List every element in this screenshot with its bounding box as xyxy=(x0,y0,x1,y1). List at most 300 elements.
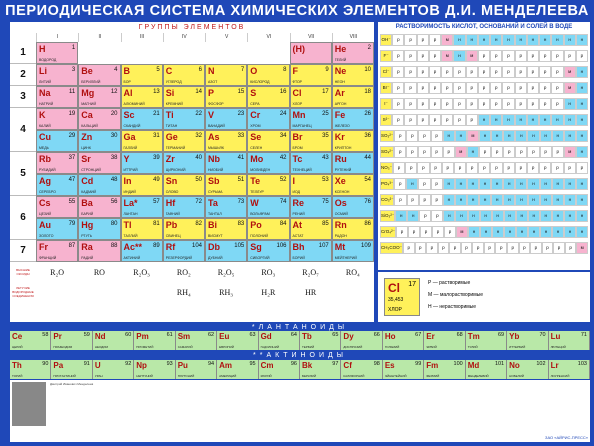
element-number: 36 xyxy=(364,133,371,139)
element-symbol: Ta xyxy=(208,198,218,208)
element-symbol: Es xyxy=(384,361,395,370)
element-cell xyxy=(217,360,258,379)
element-cell xyxy=(205,218,247,240)
solubility-cell: р xyxy=(461,242,473,254)
element-cell xyxy=(78,86,120,108)
element-number: 22 xyxy=(195,111,202,117)
element-cell xyxy=(247,64,289,86)
element-symbol: Te xyxy=(250,176,261,186)
element-cell xyxy=(93,331,134,350)
element-cell xyxy=(121,174,163,196)
solubility-cell: н xyxy=(576,146,588,158)
periodic-table xyxy=(10,22,374,322)
element-cell xyxy=(424,360,465,379)
element-name: НЕОН xyxy=(334,80,345,84)
solubility-cell: н xyxy=(504,226,516,238)
element-name: ЖЕЛЕЗО xyxy=(334,124,350,128)
solubility-cell: р xyxy=(418,146,430,158)
element-number: 13 xyxy=(153,89,160,95)
element-name: ХЛОР xyxy=(292,102,303,106)
element-number: 100 xyxy=(453,361,463,367)
oxide-formula: R₂O₅ xyxy=(217,268,235,277)
element-name: МЕДЬ xyxy=(39,146,49,150)
element-number: 42 xyxy=(279,155,287,161)
element-cell xyxy=(121,218,163,240)
anion-label: Br⁻ xyxy=(380,82,392,94)
period-number: 4 xyxy=(10,108,36,152)
element-symbol: Bi xyxy=(208,220,217,230)
solubility-cell: н xyxy=(467,178,479,190)
element-number: 62 xyxy=(208,332,215,338)
element-name: КАЛИЙ xyxy=(39,124,51,128)
solubility-cell: н xyxy=(407,210,419,222)
element-symbol: Rn xyxy=(334,220,347,230)
element-cell xyxy=(36,64,78,86)
element-symbol: Zr xyxy=(165,154,175,164)
element-cell xyxy=(78,64,120,86)
element-cell xyxy=(300,331,341,350)
element-number: 39 xyxy=(153,155,160,161)
solubility-cell: н xyxy=(490,114,502,126)
element-number: 44 xyxy=(364,155,371,161)
legend-n: Н — нерастворимые xyxy=(428,304,477,310)
solubility-cell: р xyxy=(404,34,416,46)
solubility-cell: р xyxy=(443,146,455,158)
solubility-cell: р xyxy=(490,50,502,62)
solubility-cell: р xyxy=(490,82,502,94)
element-number: 4 xyxy=(114,67,118,73)
element-name: АСТАТ xyxy=(292,234,304,238)
element-symbol: Ca xyxy=(81,110,93,120)
element-name: НИОБИЙ xyxy=(208,168,224,172)
element-symbol: (H) xyxy=(292,44,305,54)
element-name: ПРОТАКТИНИЙ xyxy=(53,374,76,378)
element-cell xyxy=(205,196,247,218)
solubility-cell: р xyxy=(564,50,576,62)
solubility-cell: р xyxy=(438,242,450,254)
group-label: VIII xyxy=(332,33,374,42)
anion-label: Cl⁻ xyxy=(380,66,392,78)
bio-title: Дмитрий Иванович Менделеев xyxy=(50,382,94,386)
element-number: 52 xyxy=(279,177,287,183)
solubility-cell: р xyxy=(503,162,515,174)
solubility-cell: р xyxy=(408,226,420,238)
solubility-cell: н xyxy=(540,130,552,142)
element-number: 104 xyxy=(191,243,202,249)
element-symbol: H xyxy=(39,44,46,54)
solubility-cell: р xyxy=(441,82,453,94)
element-symbol: Pm xyxy=(136,332,149,341)
solubility-cell: н xyxy=(564,98,576,110)
element-number: 15 xyxy=(237,89,245,95)
solubility-cell: р xyxy=(527,162,539,174)
solubility-cell: н xyxy=(576,210,588,222)
element-symbol: Bh xyxy=(292,242,305,252)
element-name: ТИТАН xyxy=(165,124,178,128)
element-symbol: Sg xyxy=(250,242,262,252)
solubility-cell: р xyxy=(472,242,484,254)
element-number: 50 xyxy=(195,177,202,183)
element-name: ЦЕЗИЙ xyxy=(39,212,51,216)
element-name: МЫШЬЯК xyxy=(208,146,224,150)
element-number: 21 xyxy=(153,111,160,117)
solubility-cell: р xyxy=(394,146,406,158)
element-number: 1 xyxy=(71,45,76,51)
element-name: ЗОЛОТО xyxy=(39,234,54,238)
solubility-row xyxy=(380,210,588,222)
solubility-cell: р xyxy=(478,50,490,62)
element-number: 87 xyxy=(68,243,76,249)
element-number: 41 xyxy=(237,155,245,161)
element-name: ТЕЛЛУР xyxy=(250,190,264,194)
solubility-row xyxy=(380,114,588,126)
solubility-cell: р xyxy=(417,98,429,110)
element-symbol: S xyxy=(250,88,257,98)
solubility-cell: н xyxy=(503,130,515,142)
element-cell xyxy=(290,152,332,174)
element-symbol: Ag xyxy=(39,176,51,186)
solubility-row xyxy=(380,34,588,46)
element-number: 49 xyxy=(153,177,160,183)
element-symbol: Si xyxy=(165,88,175,98)
group-label: IV xyxy=(163,33,205,42)
solubility-cell: н xyxy=(551,114,563,126)
element-symbol: Hf xyxy=(165,198,176,208)
element-symbol: Np xyxy=(136,361,147,370)
element-cell xyxy=(290,218,332,240)
element-cell xyxy=(247,108,289,130)
lanthanides-row xyxy=(10,331,590,350)
element-symbol: Au xyxy=(39,220,51,230)
solubility-row xyxy=(380,98,588,110)
element-cell xyxy=(247,240,289,262)
element-symbol: Al xyxy=(123,88,133,98)
solubility-cell: н xyxy=(576,178,588,190)
element-name: НЕОДИМ xyxy=(94,345,108,349)
element-name: ТАЛЛИЙ xyxy=(123,234,138,238)
solubility-cell: р xyxy=(429,114,441,126)
element-symbol: Er xyxy=(426,332,435,341)
hydride-formula xyxy=(78,284,120,302)
solubility-cell: р xyxy=(478,82,490,94)
element-symbol: B xyxy=(123,66,130,76)
solubility-cell: р xyxy=(527,50,539,62)
solubility-cell: р xyxy=(417,50,429,62)
element-name: ЛЮТЕЦИЙ xyxy=(550,345,566,349)
element-symbol: Bk xyxy=(302,361,313,370)
solubility-cell: р xyxy=(394,130,406,142)
solubility-cell: н xyxy=(564,114,576,126)
element-cell xyxy=(332,174,374,196)
element-cell xyxy=(549,331,590,350)
element-number: 68 xyxy=(456,332,463,338)
element-number: 67 xyxy=(415,332,422,338)
solubility-cell: н xyxy=(539,34,551,46)
element-name: ПОЛОНИЙ xyxy=(250,234,269,238)
element-number: 55 xyxy=(68,199,76,205)
element-cell xyxy=(93,360,134,379)
element-number: 24 xyxy=(279,111,287,117)
solubility-row xyxy=(380,130,588,142)
legend-m: М — малорастворимые xyxy=(428,292,484,298)
solubility-cell: р xyxy=(466,66,478,78)
element-name: КИСЛОРОД xyxy=(250,80,270,84)
group-label: I xyxy=(36,33,78,42)
solubility-cell: р xyxy=(404,50,416,62)
element-name: РЕЗЕРФОРДИЙ xyxy=(165,256,192,260)
solubility-row xyxy=(380,66,588,78)
element-number: 97 xyxy=(332,361,339,367)
element-name: НЕПТУНИЙ xyxy=(136,374,153,378)
solubility-cell: н xyxy=(564,34,576,46)
element-cell xyxy=(383,360,424,379)
solubility-cell: р xyxy=(539,66,551,78)
solubility-cell: н xyxy=(406,178,418,190)
solubility-cell: н xyxy=(478,114,490,126)
element-name: ЛОУРЕНСИЙ xyxy=(550,374,570,378)
element-number: 23 xyxy=(237,111,245,117)
sample-name: ХЛОР xyxy=(388,307,402,313)
element-symbol: Y xyxy=(123,154,130,164)
element-number: 60 xyxy=(125,332,132,338)
solubility-cell: р xyxy=(542,242,554,254)
element-symbol: Sr xyxy=(81,154,91,164)
element-name: СУРЬМА xyxy=(208,190,223,194)
element-number: 18 xyxy=(364,89,371,95)
element-number: 101 xyxy=(494,361,505,367)
element-cell xyxy=(247,152,289,174)
element-cell xyxy=(332,42,374,64)
element-number: 72 xyxy=(195,199,202,205)
solubility-cell: н xyxy=(528,194,540,206)
sample-cell xyxy=(384,278,420,316)
element-number: 76 xyxy=(364,199,371,205)
solubility-cell: р xyxy=(491,146,503,158)
element-number: 64 xyxy=(290,332,297,338)
element-cell xyxy=(51,360,92,379)
element-symbol: Pb xyxy=(165,220,178,230)
element-symbol: Md xyxy=(467,361,480,370)
oxide-formula: RO xyxy=(93,268,105,277)
actinides-row xyxy=(10,360,590,379)
solubility-cell: р xyxy=(393,162,405,174)
element-symbol: Cu xyxy=(39,132,51,142)
solubility-cell: р xyxy=(552,146,564,158)
solubility-cell: н xyxy=(443,178,455,190)
solubility-cell: н xyxy=(455,178,467,190)
element-symbol: Cr xyxy=(250,110,261,120)
solubility-cell: р xyxy=(515,82,527,94)
anion-label: SO₄²⁻ xyxy=(380,146,394,158)
element-number: 29 xyxy=(68,133,76,139)
solubility-cell: р xyxy=(392,82,404,94)
element-symbol: Ar xyxy=(334,88,345,98)
element-symbol: Li xyxy=(39,66,47,76)
solubility-cell: р xyxy=(418,130,430,142)
solubility-cell: н xyxy=(453,34,465,46)
solubility-cell: р xyxy=(404,82,416,94)
element-number: 93 xyxy=(166,361,173,367)
period-number: 5 xyxy=(10,152,36,196)
element-number: 17 xyxy=(322,89,329,95)
element-cell xyxy=(332,86,374,108)
solubility-cell: р xyxy=(540,146,552,158)
solubility-cell: н xyxy=(527,178,539,190)
solubility-cell: р xyxy=(466,82,478,94)
element-cell xyxy=(247,218,289,240)
element-symbol: No xyxy=(509,361,520,370)
solubility-cell: р xyxy=(431,130,443,142)
solubility-cell: р xyxy=(429,82,441,94)
element-name: КСЕНОН xyxy=(334,190,350,194)
element-cell xyxy=(247,174,289,196)
element-number: 83 xyxy=(237,221,245,227)
solubility-cell: р xyxy=(502,98,514,110)
element-cell xyxy=(205,130,247,152)
element-cell xyxy=(121,152,163,174)
element-name: СЕРЕБРО xyxy=(39,190,56,194)
element-cell xyxy=(36,108,78,130)
element-number: 47 xyxy=(68,177,76,183)
element-name: АЗОТ xyxy=(208,80,218,84)
solubility-cell: н xyxy=(502,114,514,126)
hydride-formula xyxy=(121,284,163,302)
solubility-cell: р xyxy=(429,66,441,78)
element-symbol: Mo xyxy=(250,154,264,164)
solubility-cell: р xyxy=(429,34,441,46)
element-cell xyxy=(78,218,120,240)
element-symbol: Fm xyxy=(426,361,439,370)
element-number: 8 xyxy=(283,67,287,73)
element-symbol: Dy xyxy=(343,332,354,341)
element-symbol: Kr xyxy=(334,132,345,142)
solubility-cell: м xyxy=(456,226,468,238)
solubility-cell: р xyxy=(551,50,563,62)
element-cell xyxy=(507,360,548,379)
solubility-cell: н xyxy=(552,194,564,206)
element-number: 86 xyxy=(364,221,371,227)
element-number: 107 xyxy=(318,243,329,249)
solubility-cell: н xyxy=(552,130,564,142)
solubility-cell: р xyxy=(539,98,551,110)
anion-label: OH⁻ xyxy=(380,34,392,46)
element-symbol: Mg xyxy=(81,88,95,98)
element-name: УГЛЕРОД xyxy=(165,80,182,84)
solubility-cell: н xyxy=(564,178,576,190)
solubility-cell: м xyxy=(441,34,453,46)
solubility-cell: р xyxy=(519,242,531,254)
element-number: 74 xyxy=(279,199,287,205)
element-cell xyxy=(290,64,332,86)
element-name: ПРАЗЕОДИМ xyxy=(53,345,73,349)
anion-label: CO₃²⁻ xyxy=(380,194,394,206)
element-name: БРОМ xyxy=(292,146,303,150)
element-cell xyxy=(332,152,374,174)
element-symbol: Pa xyxy=(53,361,64,370)
solubility-cell: н xyxy=(552,210,564,222)
oxide-formula: RO₄ xyxy=(345,268,360,277)
hydride-formula: H₂R xyxy=(261,288,276,297)
element-cell xyxy=(205,64,247,86)
element-number: 88 xyxy=(110,243,118,249)
solubility-cell: н xyxy=(455,210,467,222)
element-symbol: Re xyxy=(292,198,305,208)
element-name: ЦИРКОНИЙ xyxy=(165,168,186,172)
solubility-cell: р xyxy=(404,66,416,78)
element-cell xyxy=(290,42,332,64)
element-cell xyxy=(290,130,332,152)
solubility-cell: н xyxy=(527,130,539,142)
element-name: ВИСМУТ xyxy=(208,234,223,238)
solubility-cell: р xyxy=(490,98,502,110)
element-cell xyxy=(121,240,163,262)
solubility-cell: р xyxy=(515,98,527,110)
solubility-cell: н xyxy=(455,130,467,142)
solubility-cell: н xyxy=(552,178,564,190)
element-number: 25 xyxy=(322,111,329,117)
element-symbol: W xyxy=(250,198,259,208)
hydride-label: ЛЕТУЧИЕ ВОДОРОДНЫЕ СОЕДИНЕНИЯ xyxy=(12,286,34,298)
element-name: РАДИЙ xyxy=(81,256,94,260)
element-number: 92 xyxy=(125,361,132,367)
element-cell xyxy=(341,331,382,350)
solubility-cell: н xyxy=(515,194,527,206)
element-cell xyxy=(247,130,289,152)
solubility-cell: р xyxy=(527,82,539,94)
element-cell xyxy=(36,240,78,262)
element-name: ОСМИЙ xyxy=(334,212,348,216)
element-cell xyxy=(259,331,300,350)
solubility-cell: р xyxy=(527,146,539,158)
solubility-cell: р xyxy=(539,82,551,94)
element-symbol: Tc xyxy=(292,154,303,164)
element-number: 85 xyxy=(322,221,329,227)
solubility-cell: р xyxy=(490,66,502,78)
element-number: 26 xyxy=(364,111,371,117)
element-symbol: As xyxy=(208,132,220,142)
element-number: 30 xyxy=(110,133,118,139)
element-cell xyxy=(163,174,205,196)
element-name: РЕНИЙ xyxy=(292,212,305,216)
element-number: 70 xyxy=(539,332,546,338)
element-cell xyxy=(259,360,300,379)
element-name: ГАЛЛИЙ xyxy=(123,146,138,150)
solubility-cell: н xyxy=(576,194,588,206)
period-number: 1 xyxy=(10,42,36,64)
anion-label: SO₃²⁻ xyxy=(380,130,394,142)
element-symbol: Na xyxy=(39,88,51,98)
element-symbol: Nd xyxy=(94,332,106,341)
solubility-cell: н xyxy=(515,34,527,46)
anion-label: S²⁻ xyxy=(380,114,392,126)
element-name: ТЕРБИЙ xyxy=(302,345,315,349)
element-name: РУТЕНИЙ xyxy=(334,168,352,172)
element-number: 94 xyxy=(208,361,215,367)
element-number: 65 xyxy=(332,332,339,338)
solubility-cell: р xyxy=(502,50,514,62)
element-number: 14 xyxy=(195,89,202,95)
element-cell xyxy=(121,108,163,130)
sample-mass: 35,453 xyxy=(388,297,404,303)
element-number: 99 xyxy=(415,361,422,367)
solubility-cell: н xyxy=(528,226,540,238)
element-name: УРАН xyxy=(94,374,103,378)
element-name: ВОЛЬФРАМ xyxy=(250,212,270,216)
solubility-cell: н xyxy=(576,130,588,142)
solubility-cell: р xyxy=(449,242,461,254)
element-symbol: Cd xyxy=(81,176,94,186)
element-symbol: Th xyxy=(12,361,22,370)
